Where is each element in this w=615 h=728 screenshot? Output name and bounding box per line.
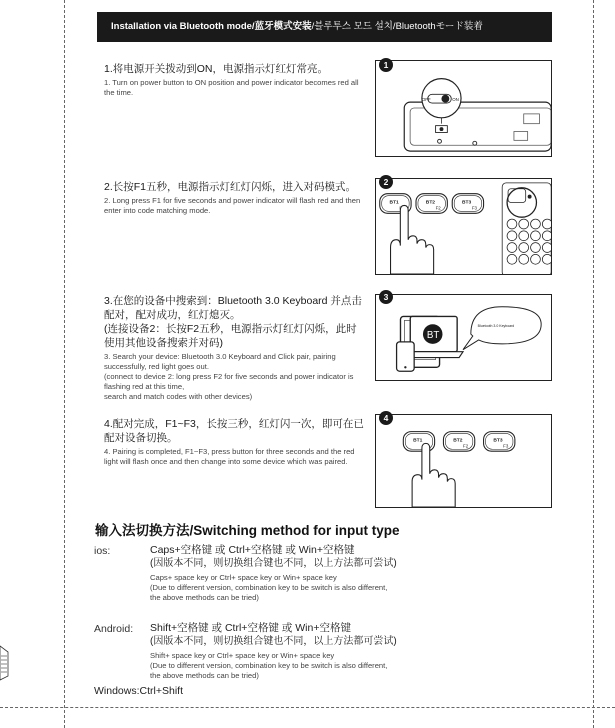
numpad-keys	[502, 183, 551, 274]
step-3-number: 3	[379, 290, 393, 304]
fold-line-bottom	[0, 707, 615, 708]
step-4-cn: 4.配对完成，F1~F3，长按三秒，红灯闪一次，即可在已配对设备切换。	[104, 418, 364, 444]
android-en: Shift+ space key or Ctrl+ space key or Win+ space key (Due to different version, combination key to be switch is also different, the above methods can be tried)	[150, 651, 388, 680]
key-bt3	[452, 194, 483, 214]
svg-text:BT3: BT3	[493, 438, 503, 444]
android-block	[150, 622, 480, 681]
android-combo: Shift+空格键 或 Ctrl+空格键 或 Win+空格键	[150, 622, 351, 634]
svg-text:BT: BT	[426, 329, 440, 341]
section-banner	[97, 12, 552, 42]
svg-text:F2: F2	[463, 443, 469, 449]
devices-illustration	[376, 295, 551, 380]
banner-en: Installation via Bluetooth mode/	[111, 21, 255, 32]
ios-note: (因版本不同，则切换组合键也不同，以上方法都可尝试)	[150, 558, 397, 569]
ios-en: Caps+ space key or Ctrl+ space key or Win+ space key (Due to different version, combination key to be switch is also different, the above methods can be tried)	[150, 573, 388, 602]
ios-combo: Caps+空格键 或 Ctrl+空格键 或 Win+空格键	[150, 544, 355, 556]
step-1-illustration	[375, 60, 552, 157]
banner-rest: /블루투스 모드 설치/Bluetoothモード装着	[311, 21, 483, 32]
step-1-number: 1	[379, 58, 393, 72]
step-4-en: 4. Pairing is completed, F1~F3, press button for three seconds and the red light will flash once and then change into some device which was paired.	[104, 447, 355, 466]
windows-line	[94, 685, 183, 697]
svg-text:Bluetooth 3.0 Keyboard: Bluetooth 3.0 Keyboard	[477, 324, 515, 329]
step-2-number: 2	[379, 175, 393, 189]
svg-text:F3: F3	[503, 443, 509, 449]
step-3-en: 3. Search your device: Bluetooth 3.0 Keyboard and Click pair, pairing successfully, red light goes out. (connect to device 2: long press F2 for five seconds and power indicator is flashing red at this time, search and match codes with other devices)	[104, 352, 354, 401]
step-3-cn: 3.在您的设备中搜索到：Bluetooth 3.0 Keyboard 并点击配对，配对成功，红灯熄灭。 (连接设备2：长按F2五秒，电源指示灯红灯闪烁，此时使用其他设备搜索并对码)	[104, 295, 362, 349]
page-edge-icon	[0, 642, 10, 682]
windows-label: Windows:	[94, 685, 140, 697]
hand-pointer-icon	[412, 443, 455, 507]
svg-text:F3: F3	[471, 205, 477, 211]
fold-line-right	[593, 0, 594, 728]
keys-press-illustration	[376, 179, 551, 274]
keys-switch-illustration	[376, 415, 551, 507]
step-3-illustration	[375, 294, 552, 381]
hand-pointer-icon	[391, 205, 434, 274]
android-label: Android:	[94, 623, 134, 635]
step-3-text	[104, 294, 366, 402]
svg-text:BT1: BT1	[413, 438, 423, 444]
keyboard-switch-illustration	[376, 61, 551, 156]
step-1-text	[104, 62, 366, 98]
key-bt2	[416, 194, 447, 214]
svg-text:F2: F2	[435, 205, 441, 211]
step-2-en: 2. Long press F1 for five seconds and power indicator will flash red and then enter into code matching mode.	[104, 196, 361, 215]
svg-text:BT1: BT1	[389, 200, 399, 206]
step-2-illustration	[375, 178, 552, 275]
key-bt2	[443, 432, 474, 452]
step-2-cn: 2.长按F1五秒，电源指示灯红灯闪烁，进入对码模式。	[104, 181, 357, 193]
step-4-illustration	[375, 414, 552, 508]
device-name-bubble	[463, 307, 541, 350]
switching-title: 输入法切换方法/Switching method for input type	[95, 523, 400, 538]
svg-text:BT3: BT3	[462, 200, 472, 206]
svg-text:BT2: BT2	[453, 438, 463, 444]
step-4-number: 4	[379, 411, 393, 425]
switch-on-label: ON	[452, 97, 459, 103]
step-1-en: 1. Turn on power button to ON position and power indicator becomes red all the time.	[104, 78, 359, 97]
step-4-text	[104, 417, 366, 467]
fold-line-left	[64, 0, 65, 728]
switch-off-label: OFF	[421, 97, 431, 103]
ios-block	[150, 544, 480, 603]
android-note: (因版本不同，则切换组合键也不同，以上方法都可尝试)	[150, 636, 397, 647]
step-1-cn: 1.将电源开关拨动到ON，电源指示灯红灯常亮。	[104, 63, 329, 75]
windows-combo: Ctrl+Shift	[139, 685, 183, 697]
ios-label: ios:	[94, 545, 111, 557]
step-2-text	[104, 180, 366, 216]
banner-cn: 蓝牙模式安装	[254, 21, 312, 32]
key-bt3	[484, 432, 515, 452]
phone-icon	[397, 342, 415, 371]
svg-text:BT2: BT2	[425, 200, 436, 206]
